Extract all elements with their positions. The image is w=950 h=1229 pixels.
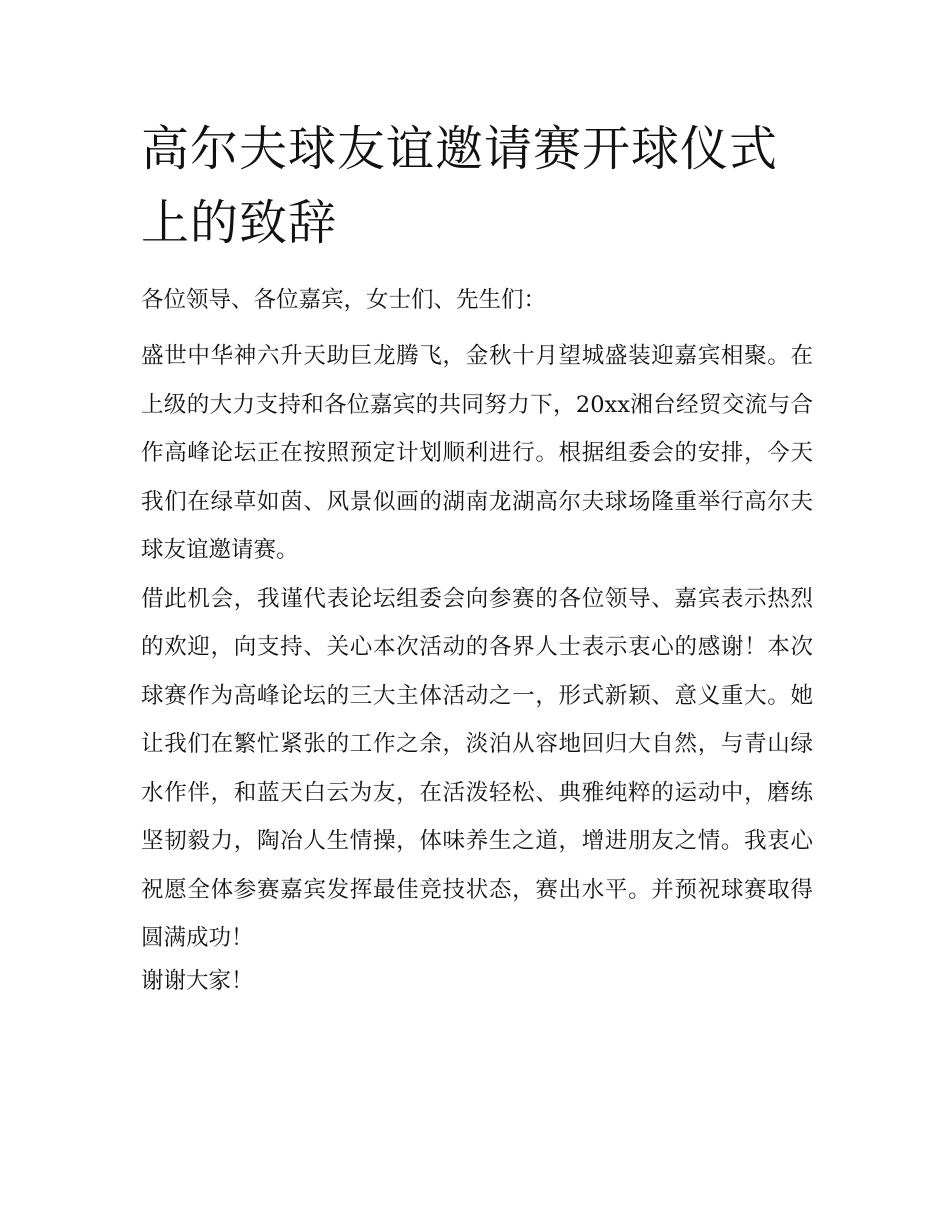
document-title: 高尔夫球友谊邀请赛开球仪式上的致辞 — [141, 121, 779, 251]
salutation: 各位领导、各位嘉宾，女士们、先生们： — [141, 287, 547, 313]
document-page — [141, 112, 813, 999]
body-paragraph-1: 盛世中华神六升天助巨龙腾飞，金秋十月望城盛装迎嘉宾相聚。在上级的大力支持和各位嘉宾的共同努力下，20xx湘台经贸交流与合作高峰论坛正在按照预定计划顺利进行。根据组委会的安排，今天我们在绿草如茵、风景似画的湖南龙湖高尔夫球场隆重举行高尔夫球友谊邀请赛。 — [141, 343, 813, 563]
closing-line: 谢谢大家！ — [141, 967, 254, 994]
body-paragraph-2: 借此机会，我谨代表论坛组委会向参赛的各位领导、嘉宾表示热烈的欢迎，向支持、关心本次活动的各界人士表示衷心的感谢！本次球赛作为高峰论坛的三大主体活动之一，形式新颖、意义重大。她让我们在繁忙紧张的工作之余，淡泊从容地回归大自然，与青山绿水作伴，和蓝天白云为友，在活泼轻松、典雅纯粹的运动中，磨练坚韧毅力，陶冶人生情操，体味养生之道，增进朋友之情。我衷心祝愿全体参赛嘉宾发挥最佳竞技状态，赛出水平。并预祝球赛取得圆满成功！ — [141, 585, 813, 951]
